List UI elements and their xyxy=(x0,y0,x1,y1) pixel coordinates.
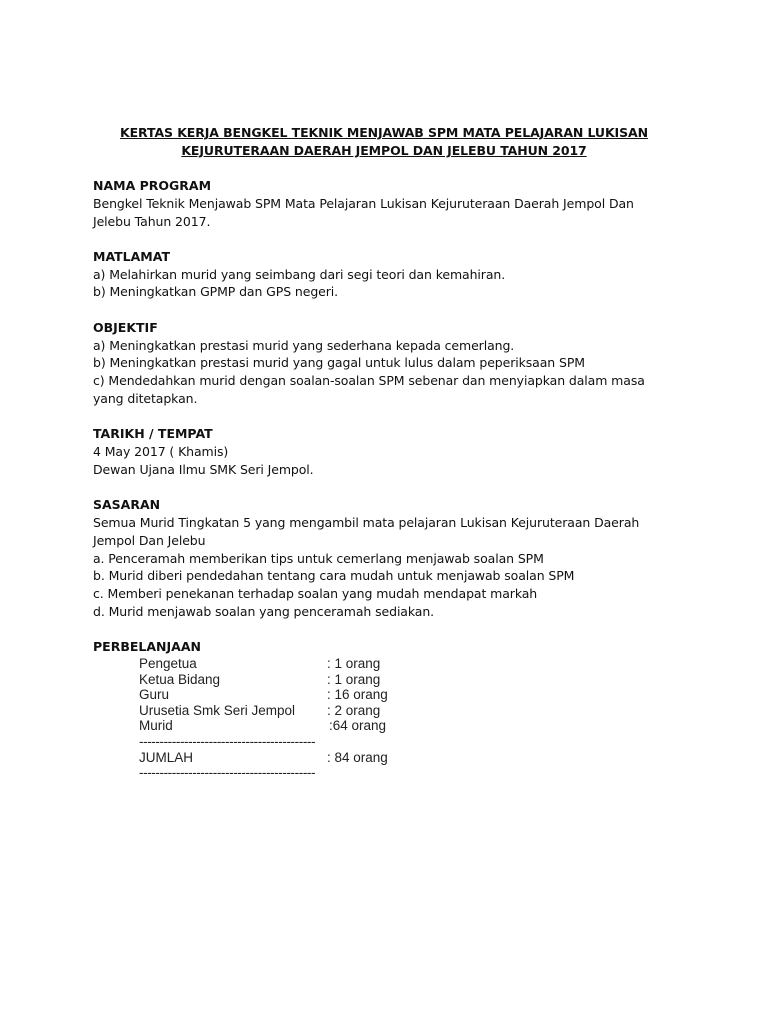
expense-divider: ------------------------------------------- xyxy=(139,765,316,781)
section-line: c) Mendedahkan murid dengan soalan-soalan SPM sebenar dan menyiapkan dalam masa xyxy=(93,373,645,389)
expense-label: Urusetia Smk Seri Jempol xyxy=(139,702,296,718)
section-objektif xyxy=(93,319,693,408)
section-line: Jempol Dan Jelebu xyxy=(93,532,206,548)
section-line: Dewan Ujana Ilmu SMK Seri Jempol. xyxy=(93,461,314,477)
section-line: b. Murid diberi pendedahan tentang cara mudah untuk menjawab soalan SPM xyxy=(93,568,575,584)
expense-value: : 16 orang xyxy=(327,687,388,703)
section-matlamat xyxy=(93,248,693,301)
section-sasaran xyxy=(93,496,693,621)
section-heading: TARIKH / TEMPAT xyxy=(93,426,213,442)
section-line: Jelebu Tahun 2017. xyxy=(93,213,211,229)
expense-row xyxy=(139,718,387,734)
document-body xyxy=(93,177,693,674)
section-heading: OBJEKTIF xyxy=(93,319,158,335)
section-line: Semua Murid Tingkatan 5 yang mengambil mata pelajaran Lukisan Kejuruteraan Daerah xyxy=(93,514,640,530)
section-line: b) Meningkatkan prestasi murid yang gagal untuk lulus dalam peperiksaan SPM xyxy=(93,355,585,371)
expense-label: Pengetua xyxy=(139,656,197,671)
expense-value: : 1 orang xyxy=(327,656,381,671)
section-line: a) Meningkatkan prestasi murid yang sederhana kepada cemerlang. xyxy=(93,337,515,353)
expense-label: Guru xyxy=(139,687,170,703)
expense-divider: ------------------------------------------- xyxy=(139,733,316,749)
expense-row xyxy=(139,656,381,672)
title-line-1: KERTAS KERJA BENGKEL TEKNIK MENJAWAB SPM MATA PELAJARAN LUKISAN xyxy=(120,125,648,140)
expense-row xyxy=(139,671,381,688)
section-line: Bengkel Teknik Menjawab SPM Mata Pelajaran Lukisan Kejuruteraan Daerah Jempol Dan xyxy=(93,195,634,211)
expense-value: :64 orang xyxy=(329,718,387,734)
expense-label: Murid xyxy=(139,718,173,734)
section-nama-program xyxy=(93,177,693,230)
section-heading: MATLAMAT xyxy=(93,248,170,264)
expense-table xyxy=(139,656,388,781)
expense-value: : 1 orang xyxy=(327,671,381,687)
section-perbelanjaan xyxy=(93,638,693,656)
expense-row xyxy=(139,702,381,719)
section-heading: SASARAN xyxy=(93,497,161,513)
section-line: yang ditetapkan. xyxy=(93,390,198,406)
section-heading: NAMA PROGRAM xyxy=(93,178,212,193)
section-line: c. Memberi penekanan terhadap soalan yang mudah mendapat markah xyxy=(93,586,538,602)
expense-total-value: : 84 orang xyxy=(327,749,388,765)
section-line: 4 May 2017 ( Khamis) xyxy=(93,444,229,460)
title-line-2: KEJURUTERAAN DAERAH JEMPOL DAN JELEBU TAHUN 2017 xyxy=(181,143,587,158)
section-tarikh-tempat xyxy=(93,425,693,478)
document-title xyxy=(80,124,688,160)
expense-label: Ketua Bidang xyxy=(139,671,221,687)
expense-row xyxy=(139,687,388,703)
section-line: a) Melahirkan murid yang seimbang dari segi teori dan kemahiran. xyxy=(93,266,506,282)
section-line: a. Penceramah memberikan tips untuk cemerlang menjawab soalan SPM xyxy=(93,550,544,566)
expense-total-label: JUMLAH xyxy=(139,749,194,765)
expense-total-row xyxy=(139,749,388,766)
section-line: d. Murid menjawab soalan yang penceramah sediakan. xyxy=(93,603,435,619)
expense-value: : 2 orang xyxy=(327,702,381,718)
section-heading: PERBELANJAAN xyxy=(93,639,201,655)
section-line: b) Meningkatkan GPMP dan GPS negeri. xyxy=(93,284,339,300)
